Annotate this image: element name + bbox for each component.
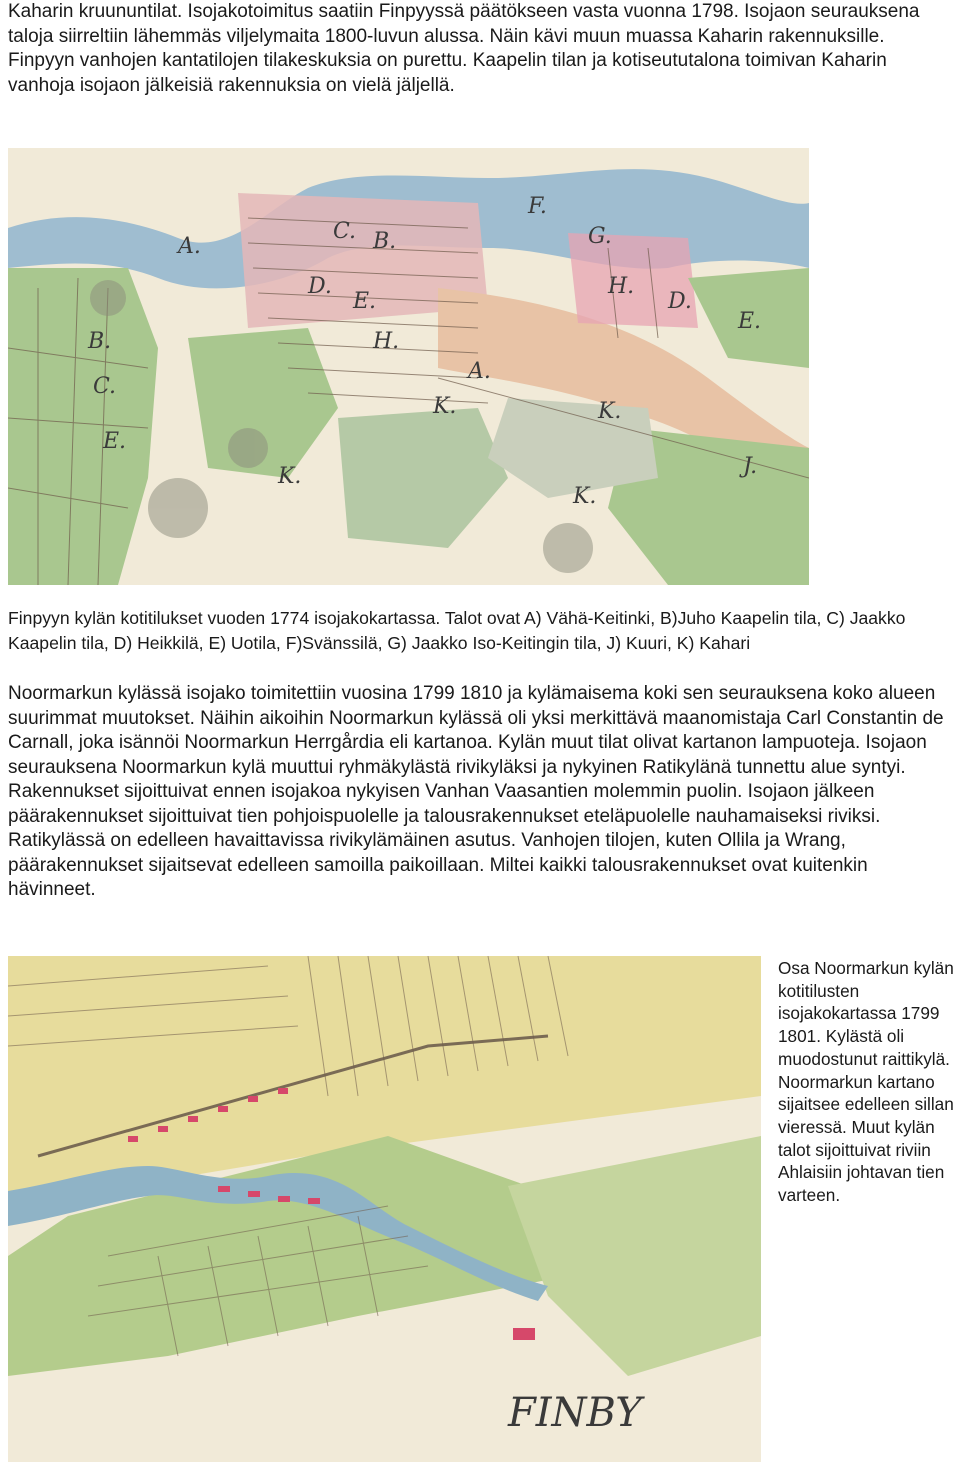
- main-paragraph: Noormarkun kylässä isojako toimitettiin vuosina 1799 1810 ja kylämaisema koki sen seurauksena koko alueen suurimmat muutokset. Näihin aikoihin Noormarkun kylässä oli yksi merkittävä maanomistaja Carl Constantin de Carnall, joka isännöi Noormarkun Herrgårdia eli kartanoa. Kylän muut tilat olivat kartanon lampuoteja. Isojaon seurauksena Noormarkun kylä muuttui ryhmäkylästä rivikyläksi ja nykyinen Ratikylänä tunnettu alue syntyi. Rakennukset sijoittuivat ennen isojakoa nykyisen Vanhan Vaasantien molemmin puolin. Isojaon jälkeen päärakennukset sijoittuivat tien pohjoispuolelle ja talousrakennukset eteläpuolelle nauhamaiseksi riviksi. Ratikylässä on edelleen havaittavissa rivikylämäinen asutus. Vanhojen tilojen, kuten Ollila ja Wrang, päärakennukset sijaitsevat edelleen samoilla paikoillaan. Miltei kaikki talousrakennukset ovat kuitenkin hävinneet.: [8, 683, 944, 900]
- svg-text:E.: E.: [738, 309, 762, 334]
- svg-text:D.: D.: [308, 274, 332, 299]
- map-1-caption: Finpyyn kylän kotitilukset vuoden 1774 isojakokartassa. Talot ovat A) Vähä-Keitinki, B)Juho Kaapelin tila, C) Jaakko Kaapelin tila, D) Heikkilä, E) Uotila, F)Svänssilä, G) Jaakko Iso-Keitingin tila, J) Kuuri, K) Kahari: [8, 608, 906, 653]
- svg-text:E.: E.: [103, 429, 127, 454]
- map-1774-finpyy: [8, 148, 809, 585]
- svg-text:K.: K.: [598, 399, 622, 424]
- svg-text:H.: H.: [608, 274, 635, 299]
- map-2-caption: Osa Noormarkun kylän kotitilusten isojakokartassa 1799 1801. Kylästä oli muodostunut raittikylä. Noormarkun kartano sijaitsee edelleen sillan vieressä. Muut kylän talot sijoittuivat riviin Ahlaisiin johtavan tien varteen.: [778, 958, 954, 1206]
- map-1799-drawing: [8, 956, 761, 1462]
- svg-text:K.: K.: [278, 464, 302, 489]
- svg-text:D.: D.: [668, 289, 692, 314]
- svg-text:B.: B.: [373, 229, 397, 254]
- svg-text:B.: B.: [88, 329, 112, 354]
- map-1774-drawing: [8, 148, 809, 585]
- intro-paragraph: Kaharin kruununtilat. Isojakotoimitus saatiin Finpyyssä päätökseen vasta vuonna 1798. Isojaon seurauksena taloja siirreltiin lähemmäs viljelymaita 1800-luvun alussa. Näin kävi muun muassa Kaharin rakennuksille. Finpyyn vanhojen kantatilojen tilakeskuksia on purettu. Kaapelin tilan ja kotiseututalona toimivan Kaharin vanhoja isojaon jälkeisiä rakennuksia on vielä jäljellä.: [8, 1, 920, 96]
- svg-text:H.: H.: [373, 329, 400, 354]
- svg-text:C.: C.: [333, 219, 357, 244]
- svg-text:F.: F.: [528, 194, 547, 219]
- svg-text:E.: E.: [353, 289, 377, 314]
- svg-text:K.: K.: [573, 484, 597, 509]
- map-1799-noormarkku: [8, 956, 761, 1462]
- svg-text:K.: K.: [433, 394, 457, 419]
- svg-text:FINBY: FINBY: [508, 1390, 642, 1436]
- svg-text:G.: G.: [588, 224, 612, 249]
- svg-text:A.: A.: [178, 234, 201, 259]
- svg-text:A.: A.: [468, 359, 491, 384]
- svg-text:J.: J.: [743, 454, 758, 479]
- svg-text:C.: C.: [93, 374, 117, 399]
